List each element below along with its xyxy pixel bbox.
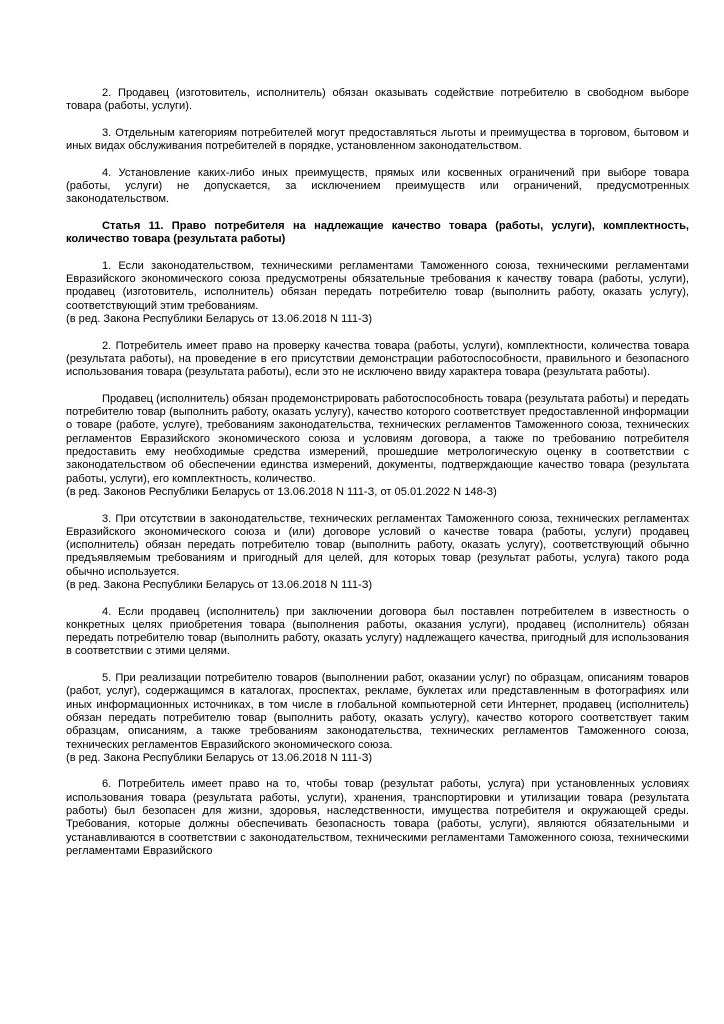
article-11-item-3: 3. При отсутствии в законодательстве, технических регламентах Таможенного союза, технических регламентах Евразийского экономического союза и (или) договоре условий о качестве товара (работы, услуги) продавец (исполнитель) обязан передать потребителю товар (выполнить работу, оказать услугу), соответствующий обычно предъявляемым требованиям и пригодный для целей, для которых товар (результат работы, услуга) такого рода обычно используется.: [66, 512, 689, 578]
article-11-item-2: 2. Потребитель имеет право на проверку качества товара (работы, услуги), комплектности, количества товара (результата работы), на проведение в его присутствии демонстрации работоспособности, правильного и безопасного использования товара (результата работы), если это не исключено ввиду характера товара (результата работы).: [66, 339, 689, 379]
article-11-item-4: 4. Если продавец (исполнитель) при заключении договора был поставлен потребителем в известность о конкретных целях приобретения товара (выполнения работы, оказания услуги), продавец (исполнитель) обязан передать потребителю товар (выполнить работу, оказать услугу) надлежащего качества, пригодный для использования в соответствии с этими целями.: [66, 605, 689, 658]
amendment-note: (в ред. Закона Республики Беларусь от 13.06.2018 N 111-З): [66, 751, 373, 764]
document-page: [66, 87, 689, 858]
amendment-note: (в ред. Закона Республики Беларусь от 13.06.2018 N 111-З): [66, 578, 373, 591]
paragraph-3: 3. Отдельным категориям потребителей могут предоставляться льготы и преимущества в торговом, бытовом и иных видах обслуживания потребителей в порядке, установленном законодательством.: [66, 126, 689, 153]
amendment-note: (в ред. Законов Республики Беларусь от 13.06.2018 N 111-З, от 05.01.2022 N 148-З): [66, 485, 497, 498]
amendment-note: (в ред. Закона Республики Беларусь от 13.06.2018 N 111-З): [66, 313, 373, 326]
article-11-item-2-part-2: Продавец (исполнитель) обязан продемонстрировать работоспособность товара (результата работы) и передать потребителю товар (выполнить работу, оказать услугу), качество которого соответствует предоставленной информации о товаре (работе, услуге), требованиям законодательства, технических регламентов Таможенного союза, технических регламентов Евразийского экономического союза и условиям договора, а также по требованию потребителя предоставить ему необходимые средства измерений, прошедшие метрологическую оценку в соответствии с законодательством об обеспечении единства измерений, документы, подтверждающие качество товара (результата работы, услуги), его комплектность, количество.: [66, 392, 689, 485]
paragraph-4: 4. Установление каких-либо иных преимуществ, прямых или косвенных ограничений при выборе товара (работы, услуги) не допускается, за исключением преимуществ или ограничений, предусмотренных законодательством.: [66, 166, 689, 206]
article-11-item-6: 6. Потребитель имеет право на то, чтобы товар (результат работы, услуга) при установленных условиях использования товара (результата работы, услуги), хранения, транспортировки и утилизации товара (результата работы) был безопасен для жизни, здоровья, наследственности, имущества потребителя и окружающей среды. Требования, которые должны обеспечивать безопасность товара (работы, услуги), являются обязательными и устанавливаются в соответствии с законодательством, техническими регламентами Таможенного союза, техническими регламентами Евразийского: [66, 778, 689, 857]
article-11-item-1: 1. Если законодательством, техническими регламентами Таможенного союза, техническими регламентами Евразийского экономического союза предусмотрены обязательные требования к качеству товара (работы, услуги), продавец (изготовитель, исполнитель) обязан передать потребителю товар (выполнить работу, оказать услугу), соответствующий этим требованиям.: [66, 259, 689, 312]
article-11-heading: Статья 11. Право потребителя на надлежащие качество товара (работы, услуги), комплектность, количество товара (результата работы): [66, 219, 689, 246]
article-11-item-5: 5. При реализации потребителю товаров (выполнении работ, оказании услуг) по образцам, описаниям товаров (работ, услуг), содержащимся в каталогах, проспектах, рекламе, буклетах или представленным в фотографиях или иных информационных источниках, в том числе в глобальной компьютерной сети Интернет, продавец (исполнитель) обязан передать потребителю товар (выполнить работу, оказать услугу), качество которого соответствует таким образцам, описаниям, а также требованиям законодательства, технических регламентов Таможенного союза, технических регламентов Евразийского экономического союза.: [66, 672, 689, 751]
paragraph-2: 2. Продавец (изготовитель, исполнитель) обязан оказывать содействие потребителю в свободном выборе товара (работы, услуги).: [66, 87, 689, 113]
